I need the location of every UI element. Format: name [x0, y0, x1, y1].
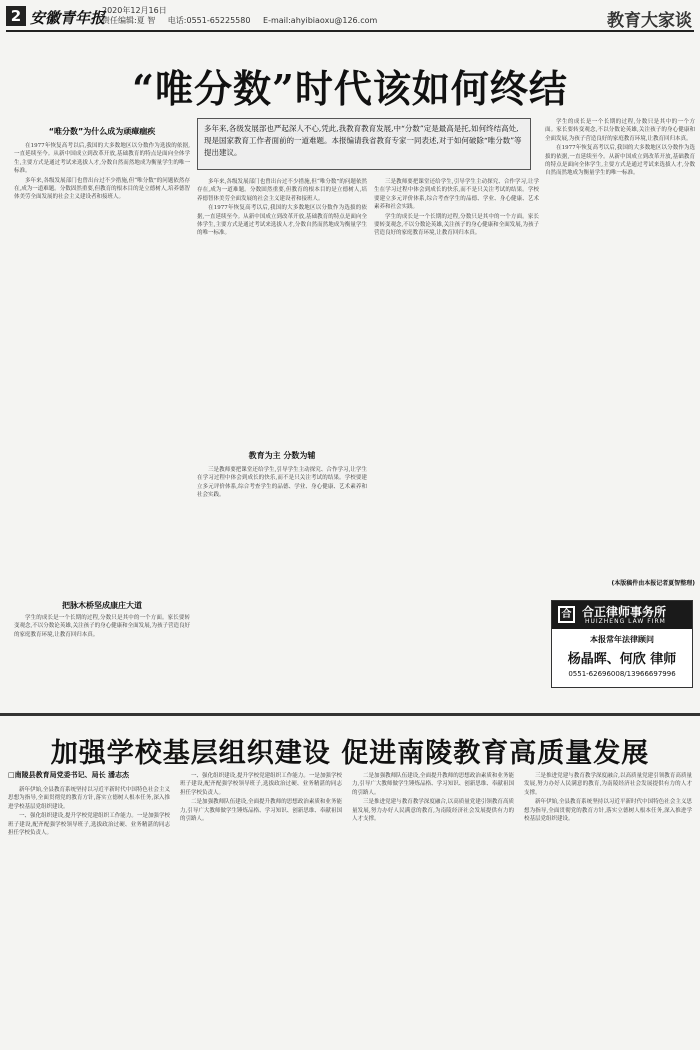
article-column: [180, 772, 342, 1044]
paragraph: 多年来,各级发展部门也曾出台过不少措施,但“唯分数”的问题依然存在,成为一道难题。分数固然重要,但教育的根本目的是立德树人,培养德智体美劳全面发展的社会主义建设者和接班人。: [197, 179, 367, 202]
paragraph: 新年伊始,全县教育系统坚持以习近平新时代中国特色社会主义思想为指导,全面贯彻党的教育方针,落实立德树人根本任务,深入推进学校基层党组织建设。: [8, 787, 170, 810]
paragraph: 在1977年恢复高考以后,我国的大多数地区以分数作为选拔的依据,一直延续至今。从新中国成立到改革开放,基础教育的特点是面向全体学生,主要方式是通过考试来选拔人才,分数自然而然地成为衡量学生的唯一标准。: [545, 145, 695, 177]
ad-banner: [552, 601, 692, 629]
paragraph: 一、强化组织建设,提升学校党建组织工作能力。一是加强学校班子建设,配齐配强学校领导班子,选拔政治过硬、业务精湛的同志担任学校负责人。: [180, 773, 342, 796]
paragraph: 学生的成长是一个长期的过程,分数只是其中的一个方面。家长要转变观念,不以分数论英雄,关注孩子的身心健康和全面发展,为孩子营造良好的家庭教育环境,让教育回归本真。: [545, 119, 695, 142]
article-headline: 加强学校基层组织建设 促进南陵教育高质量发展: [50, 738, 650, 769]
article-column: [545, 118, 695, 573]
paragraph: 三是推进党建与教育教学深度融合,以高质量党建引领教育高质量发展,努力办好人民满意的教育,为南陵经济社会发展提供有力的人才支撑。: [524, 773, 692, 796]
paragraph: 三是教师要把课堂还给学生,引导学生主动探究、合作学习,让学生在学习过程中体会到成长的快乐,而不是只关注考试的结果。学校要建立多元评价体系,综合考查学生的品德、学业、身心健康、艺术素养和社会实践。: [374, 179, 539, 211]
ad-lawyers: 杨晶晖、何欣 律师: [567, 652, 677, 667]
masthead: [6, 4, 694, 32]
article-column: [14, 614, 190, 704]
paragraph: 学生的成长是一个长期的过程,分数只是其中的一个方面。家长要转变观念,不以分数论英雄,关注孩子的身心健康和全面发展,为孩子营造良好的家庭教育环境,让教育回归本真。: [14, 615, 190, 638]
subheading: 把脉木桥坚成康庄大道: [62, 601, 142, 610]
paragraph: 在1977年恢复高考以后,我国的大多数地区以分数作为选拔的依据,一直延续至今。从新中国成立到改革开放,基础教育的特点是面向全体学生,主要方式是通过考试来选拔人才,分数自然而然地成为衡量学生的唯一标准。: [197, 205, 367, 237]
paragraph: 多年来,各级发展部门也曾出台过不少措施,但“唯分数”的问题依然存在,成为一道难题。分数固然重要,但教育的根本目的是立德树人,培养德智体美劳全面发展的社会主义建设者和接班人。: [14, 177, 190, 201]
article-column: [524, 772, 692, 1044]
editor-credit: 责任编辑:夏 智: [102, 16, 156, 25]
subheading: “唯分数”为什么成为顽瘴痼疾: [48, 127, 156, 136]
issue-date: 2020年12月16日: [102, 6, 167, 15]
article-summary: 多年来,各级发展部也严起深人不心,凭此,我教育教育发展,中“分数”定是最高是托,如何终结高处,现是国家教育工作者面前的一道难题。本报编请我省教育专家一同表述,对于如何破除“唯分数”等提出建议。: [197, 118, 531, 170]
paragraph: 新年伊始,全县教育系统坚持以习近平新时代中国特色社会主义思想为指导,全面贯彻党的教育方针,落实立德树人根本任务,深入推进学校基层党组织建设。: [524, 799, 692, 823]
page-number: 2: [6, 6, 26, 26]
paragraph: 学生的成长是一个长期的过程,分数只是其中的一个方面。家长要转变观念,不以分数论英雄,关注孩子的身心健康和全面发展,为孩子营造良好的家庭教育环境,让教育回归本真。: [374, 213, 539, 237]
issue-info: [102, 6, 387, 26]
article-column: [14, 142, 190, 596]
paragraph: 三是教师要把课堂还给学生,引导学生主动探究、合作学习,让学生在学习过程中体会到成长的快乐,而不是只关注考试的结果。学校要建立多元评价体系,综合考查学生的品德、学业、身心健康、艺术素养和社会实践。: [197, 467, 367, 499]
paragraph: 三是推进党建与教育教学深度融合,以高质量党建引领教育高质量发展,努力办好人民满意的教育,为南陵经济社会发展提供有力的人才支撑。: [352, 799, 514, 823]
law-firm-logo-icon: 合: [558, 606, 575, 623]
phone: 电话:0551-65225580: [167, 16, 251, 25]
paragraph: 一、强化组织建设,提升学校党建组织工作能力。一是加强学校班子建设,配齐配强学校领导班子,选拔政治过硬、业务精湛的同志担任学校负责人。: [8, 813, 170, 837]
article-column: [352, 772, 514, 1044]
section-divider: [0, 713, 700, 716]
law-firm-ad: [551, 600, 693, 688]
article-byline: □南陵县教育局党委书记、局长 潘志杰: [8, 771, 130, 779]
paragraph: 二是加强教师队伍建设,全面提升教师的思想政治素质和业务能力,引导广大教师做学生锤炼品格、学习知识、创新思维、奉献祖国的引路人。: [180, 799, 342, 823]
article-column: [197, 466, 367, 704]
email: E-mail:ahyibiaoxu@126.com: [263, 16, 378, 25]
section-title: 教育大家谈: [607, 11, 692, 31]
author-credit: (本版稿件由本报记者夏智整理): [611, 580, 695, 587]
subheading: 教育为主 分数为辅: [248, 451, 316, 460]
law-firm-name-en: HUIZHENG LAW FIRM: [585, 618, 666, 625]
paragraph: 在1977年恢复高考以后,我国的大多数地区以分数作为选拔的依据,一直延续至今。从新中国成立到改革开放,基础教育的特点是面向全体学生,主要方式是通过考试来选拔人才,分数自然而然地成为衡量学生的唯一标准。: [14, 143, 190, 175]
law-firm-name: 合正律师事务所: [582, 605, 667, 619]
article-column: [197, 178, 367, 443]
article-column: [374, 178, 539, 704]
ad-tagline: 本报常年法律顾问: [590, 635, 654, 644]
article-column: [8, 786, 170, 1044]
article-headline: “唯分数”时代该如何终结: [132, 66, 568, 111]
paper-logo: 安徽青年报: [30, 9, 106, 27]
ad-phone: 0551-62696008/13966697996: [568, 670, 676, 678]
paragraph: 二是加强教师队伍建设,全面提升教师的思想政治素质和业务能力,引导广大教师做学生锤炼品格、学习知识、创新思维、奉献祖国的引路人。: [352, 773, 514, 796]
